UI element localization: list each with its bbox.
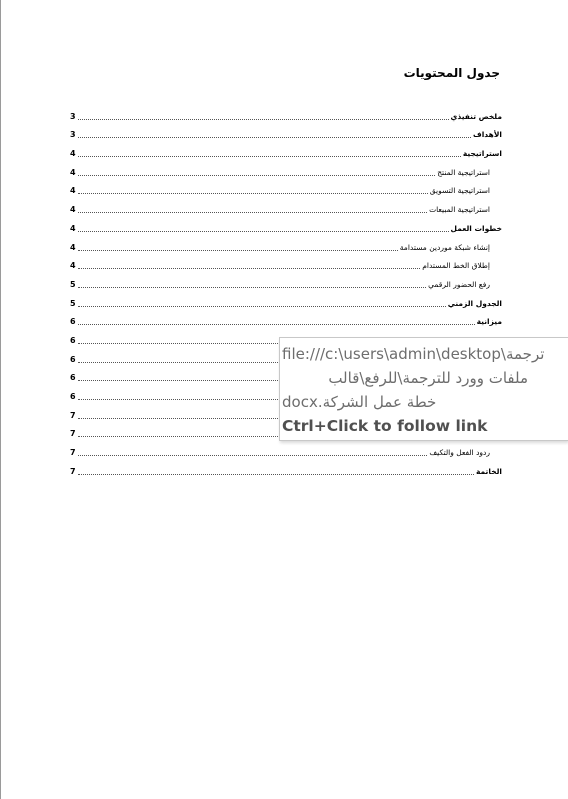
tooltip-path-line-1: file:///c:\users\admin\desktop\ترجمة [282,345,545,363]
toc-entry[interactable] [70,290,502,309]
toc-title: جدول المحتويات [403,66,500,80]
toc-dot-leader [78,193,428,194]
toc-entry-text: الجدول الزمني [447,298,502,308]
toc-entry[interactable] [70,103,502,122]
toc-entry[interactable] [70,140,502,159]
toc-entry-text: إنشاء شبكة موردين مستدامة [399,242,490,252]
toc-page-number: 4 [70,149,76,159]
toc-page-number: 4 [70,242,76,252]
toc-dot-leader [78,119,449,120]
toc-entry[interactable] [70,458,502,477]
toc-dot-leader [78,231,449,232]
toc-page-number: 4 [70,261,76,271]
toc-dot-leader [78,268,421,269]
toc-entry-text: استراتيجية المنتج [437,167,490,177]
toc-dot-leader [78,250,398,251]
tooltip-path-line-3: خطة عمل الشركة.docx [282,393,437,411]
toc-dot-leader [78,306,446,307]
toc-page-number: 6 [70,392,76,401]
toc-entry[interactable] [70,178,502,197]
toc-entry-text: خطوات العمل [450,223,502,233]
toc-page-number: 5 [70,279,76,289]
toc-page-number: 7 [70,466,76,476]
tooltip-follow-link-hint: Ctrl+Click to follow link [282,417,488,435]
toc-dot-leader [78,212,428,213]
toc-entry-text: استراتيجية التسويق [429,186,490,196]
tooltip-path-line-2: ملفات وورد للترجمة\للرفع\قالب [328,369,528,387]
toc-entry-text: ملخص تنفيذي [450,111,502,121]
toc-entry[interactable] [70,253,502,272]
toc-page-number: 6 [70,317,76,327]
toc-page-number: 4 [70,186,76,196]
toc-entry-text: رفع الحضور الرقمي [428,279,490,289]
toc-entry[interactable] [70,196,502,215]
toc-dot-leader [78,137,471,138]
toc-entry-text: إطلاق الخط المستدام [422,261,490,271]
toc-page-number: 5 [70,298,76,308]
hyperlink-tooltip [279,337,568,441]
toc-page-number: 7 [70,410,76,420]
toc-page-number: 6 [70,335,76,345]
toc-page-number: 6 [70,354,76,364]
toc-dot-leader [78,156,461,157]
toc-page-number: 7 [70,448,76,458]
toc-page-number: 3 [70,130,76,140]
toc-entry-text: ميزانية [476,317,502,327]
toc-entry[interactable] [70,271,502,290]
toc-entry-text: استراتيجية [462,149,502,159]
toc-page-number: 4 [70,223,76,233]
toc-entry-text: الأهداف [473,130,502,140]
toc-dot-leader [78,175,436,176]
toc-dot-leader [78,474,474,475]
toc-dot-leader [78,287,427,288]
toc-entry-text: الخاتمة [475,466,502,476]
toc-entry[interactable] [70,439,502,458]
toc-page-number: 4 [70,167,76,177]
toc-entry-text: ردود الفعل والتكيف [429,448,490,458]
toc-entry[interactable] [70,215,502,234]
toc-dot-leader [78,455,428,456]
toc-entry[interactable] [70,159,502,178]
toc-dot-leader [78,324,475,325]
toc-entry[interactable] [70,234,502,253]
toc-entry-text: استراتيجية المبيعات [429,205,490,215]
toc-entry[interactable] [70,309,502,328]
toc-page-number: 7 [70,429,76,439]
page-edge [0,0,1,799]
toc-entry[interactable] [70,122,502,141]
toc-page-number: 3 [70,111,76,121]
toc-page-number: 6 [70,373,76,383]
toc-page-number: 4 [70,205,76,215]
